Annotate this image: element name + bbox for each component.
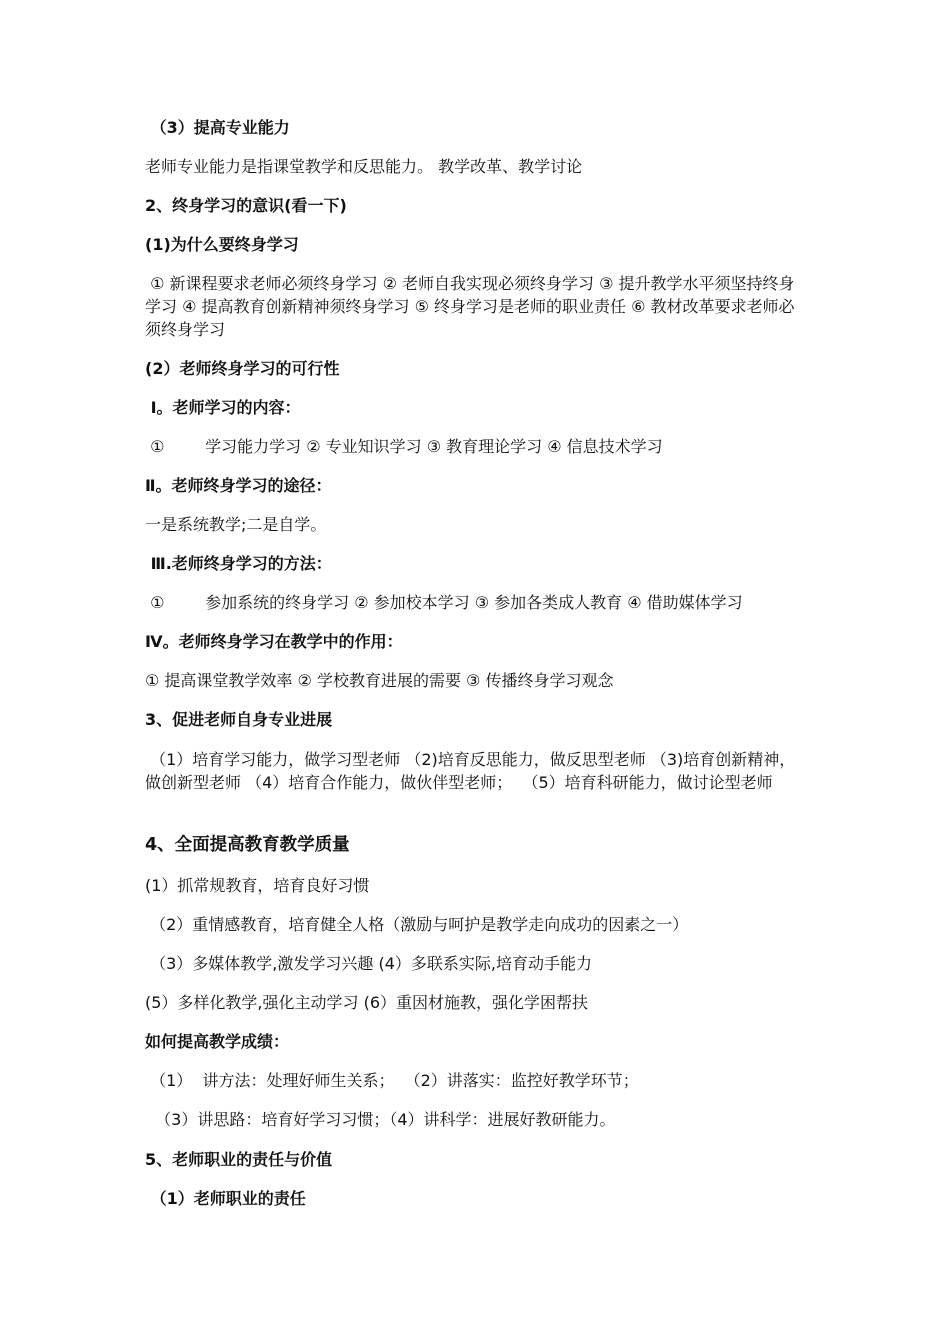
subsection-heading: (2）老师终身学习的可行性 (145, 359, 340, 378)
subsection-heading: Ⅱ。老师终身学习的途径： (145, 476, 332, 495)
subsection-heading: (1)为什么要终身学习 (145, 235, 299, 254)
paragraph: ① 参加系统的终身学习 ② 参加校本学习 ③ 参加各类成人教育 ④ 借助媒体学习 (145, 593, 743, 612)
subsection-heading: Ⅳ。老师终身学习在教学中的作用： (145, 632, 403, 651)
paragraph: ① 新课程要求老师必须终身学习 ② 老师自我实现必须终身学习 ③ 提升教学水平须坚持终身学习 ④ 提高教育创新精神须终身学习 ⑤ 终身学习是老师的职业责任 ⑥ 教材改革要求老师必须终身学习 (145, 274, 795, 339)
section-heading: 4、全面提高教育教学质量 (145, 835, 350, 855)
subsection-heading: Ⅲ.老师终身学习的方法： (145, 554, 332, 573)
paragraph: ① 提高课堂教学效率 ② 学校教育进展的需要 ③ 传播终身学习观念 (145, 671, 614, 690)
subsection-heading: Ⅰ。老师学习的内容： (145, 398, 301, 417)
section-heading: 3、促进老师自身专业进展 (145, 710, 333, 729)
paragraph: (1）抓常规教育，培育良好习惯 (145, 876, 370, 895)
paragraph: （3）讲思路：培育好学习习惯；（4）讲科学：进展好教研能力。 (145, 1110, 616, 1129)
paragraph: （1）培育学习能力，做学习型老师 （2)培育反思能力，做反思型老师 （3)培育创新精神，做创新型老师 （4）培育合作能力，做伙伴型老师； （5）培育科研能力，做讨论型老师 (145, 750, 796, 792)
subsection-heading: （1）老师职业的责任 (145, 1189, 306, 1208)
paragraph: （2）重情感教育，培育健全人格（激励与呵护是教学走向成功的因素之一） (145, 915, 689, 934)
paragraph: (5）多样化教学,强化主动学习 (6）重因材施教，强化学困帮扶 (145, 993, 589, 1012)
subsection-heading: （3）提高专业能力 (145, 118, 290, 137)
paragraph: （1） 讲方法：处理好师生关系； （2）讲落实：监控好教学环节； (145, 1071, 639, 1090)
paragraph: （3）多媒体教学,激发学习兴趣 (4）多联系实际,培育动手能力 (145, 954, 592, 973)
paragraph: 一是系统教学;二是自学。 (145, 515, 327, 534)
section-heading: 5、老师职业的责任与价值 (145, 1150, 333, 1169)
paragraph: 老师专业能力是指课堂教学和反思能力。 教学改革、教学讨论 (145, 157, 583, 176)
subsection-heading: 如何提高教学成绩： (145, 1032, 290, 1051)
section-heading: 2、终身学习的意识(看一下) (145, 196, 347, 215)
paragraph: ① 学习能力学习 ② 专业知识学习 ③ 教育理论学习 ④ 信息技术学习 (145, 437, 663, 456)
